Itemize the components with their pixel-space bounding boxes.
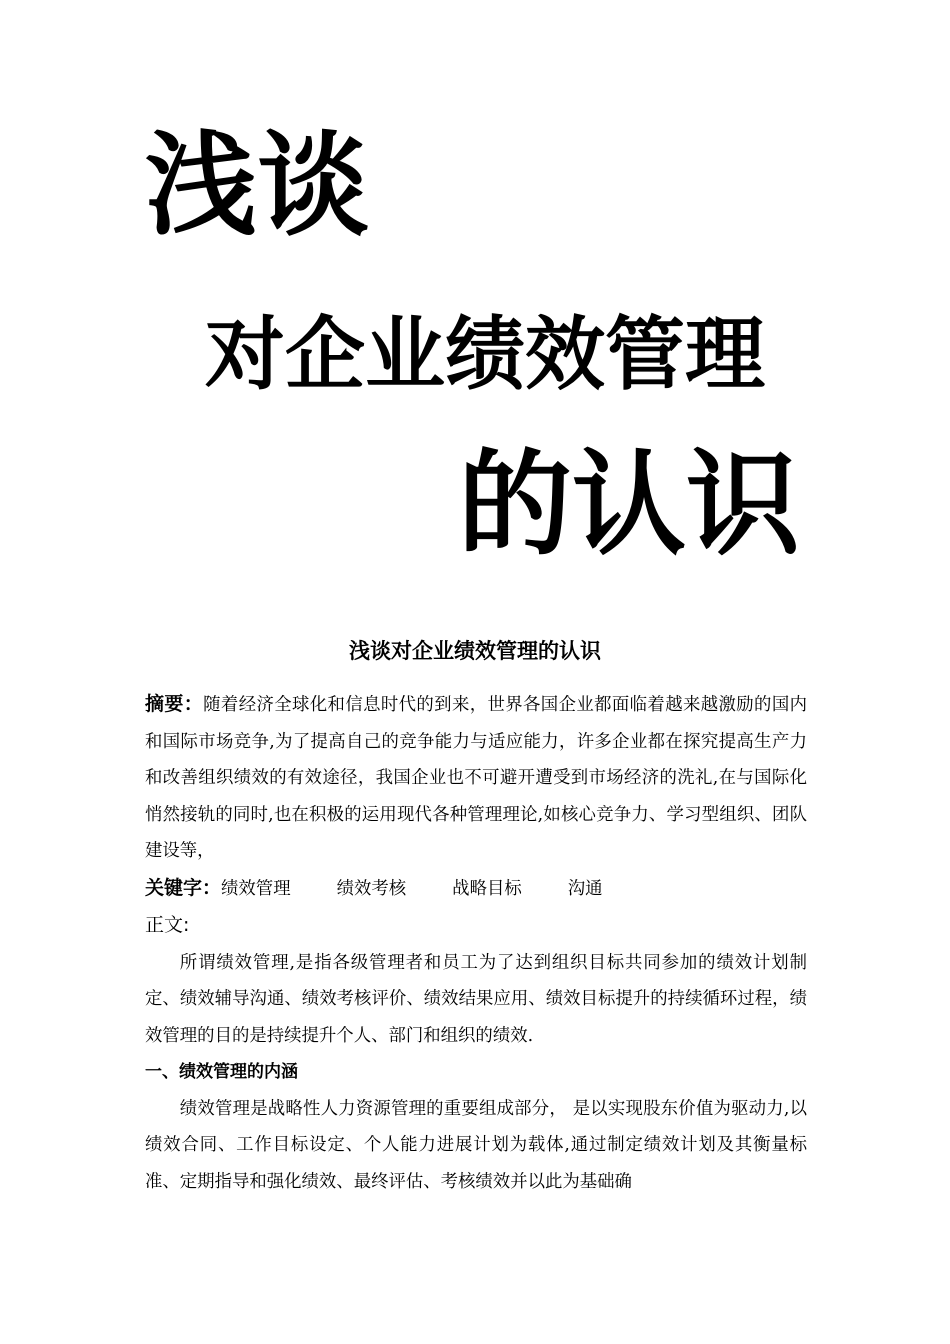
section-heading: 一、绩效管理的内涵 xyxy=(145,1062,298,1082)
abstract-label: 摘要： xyxy=(145,693,204,715)
abstract-text: 随着经济全球化和信息时代的到来，世界各国企业都面临着越来越激励的国内和国际市场竞争,为了提高自己的竞争能力与适应能力，许多企业都在探究提高生产力和改善组织绩效的有效途径，我国企业也不可避开遭受到市场经济的洗礼,在与国际化悄然接轨的同时,也在积极的运用现代各种管理理论,如核心竞争力、学习型组织、团队建设等， xyxy=(145,695,807,861)
section-paragraph: 绩效管理是战略性人力资源管理的重要组成部分， 是以实现股东价值为驱动力,以绩效合同、工作目标设定、个人能力进展计划为载体,通过制定绩效计划及其衡量标准、定期指导和强化绩效、最终评估、考核绩效并以此为基础确 xyxy=(145,1098,807,1192)
keyword-item: 绩效管理 xyxy=(221,878,291,899)
body-label: 正文: xyxy=(145,914,190,936)
keyword-item: 绩效考核 xyxy=(336,878,407,899)
keyword-item: 沟通 xyxy=(567,878,603,899)
cover-title-line-1: 浅谈 xyxy=(145,121,369,251)
document-body xyxy=(145,686,807,1200)
cover-title-line-2: 对企业绩效管理 xyxy=(205,308,765,401)
keywords-line xyxy=(145,870,807,908)
cover-title-line-3: 的认识 xyxy=(458,438,801,571)
keywords-label: 关键字： xyxy=(145,876,222,899)
keyword-item: 战略目标 xyxy=(452,878,522,899)
body-label-line xyxy=(145,907,807,945)
body-paragraph: 所谓绩效管理,是指各级管理者和员工为了达到组织目标共同参加的绩效计划制定、绩效辅导沟通、绩效考核评价、绩效结果应用、绩效目标提升的持续循环过程，绩效管理的目的是持续提升个人、部门和组织的绩效. xyxy=(145,952,807,1046)
abstract-paragraph xyxy=(145,686,807,870)
document-title: 浅谈对企业绩效管理的认识 xyxy=(349,639,601,663)
